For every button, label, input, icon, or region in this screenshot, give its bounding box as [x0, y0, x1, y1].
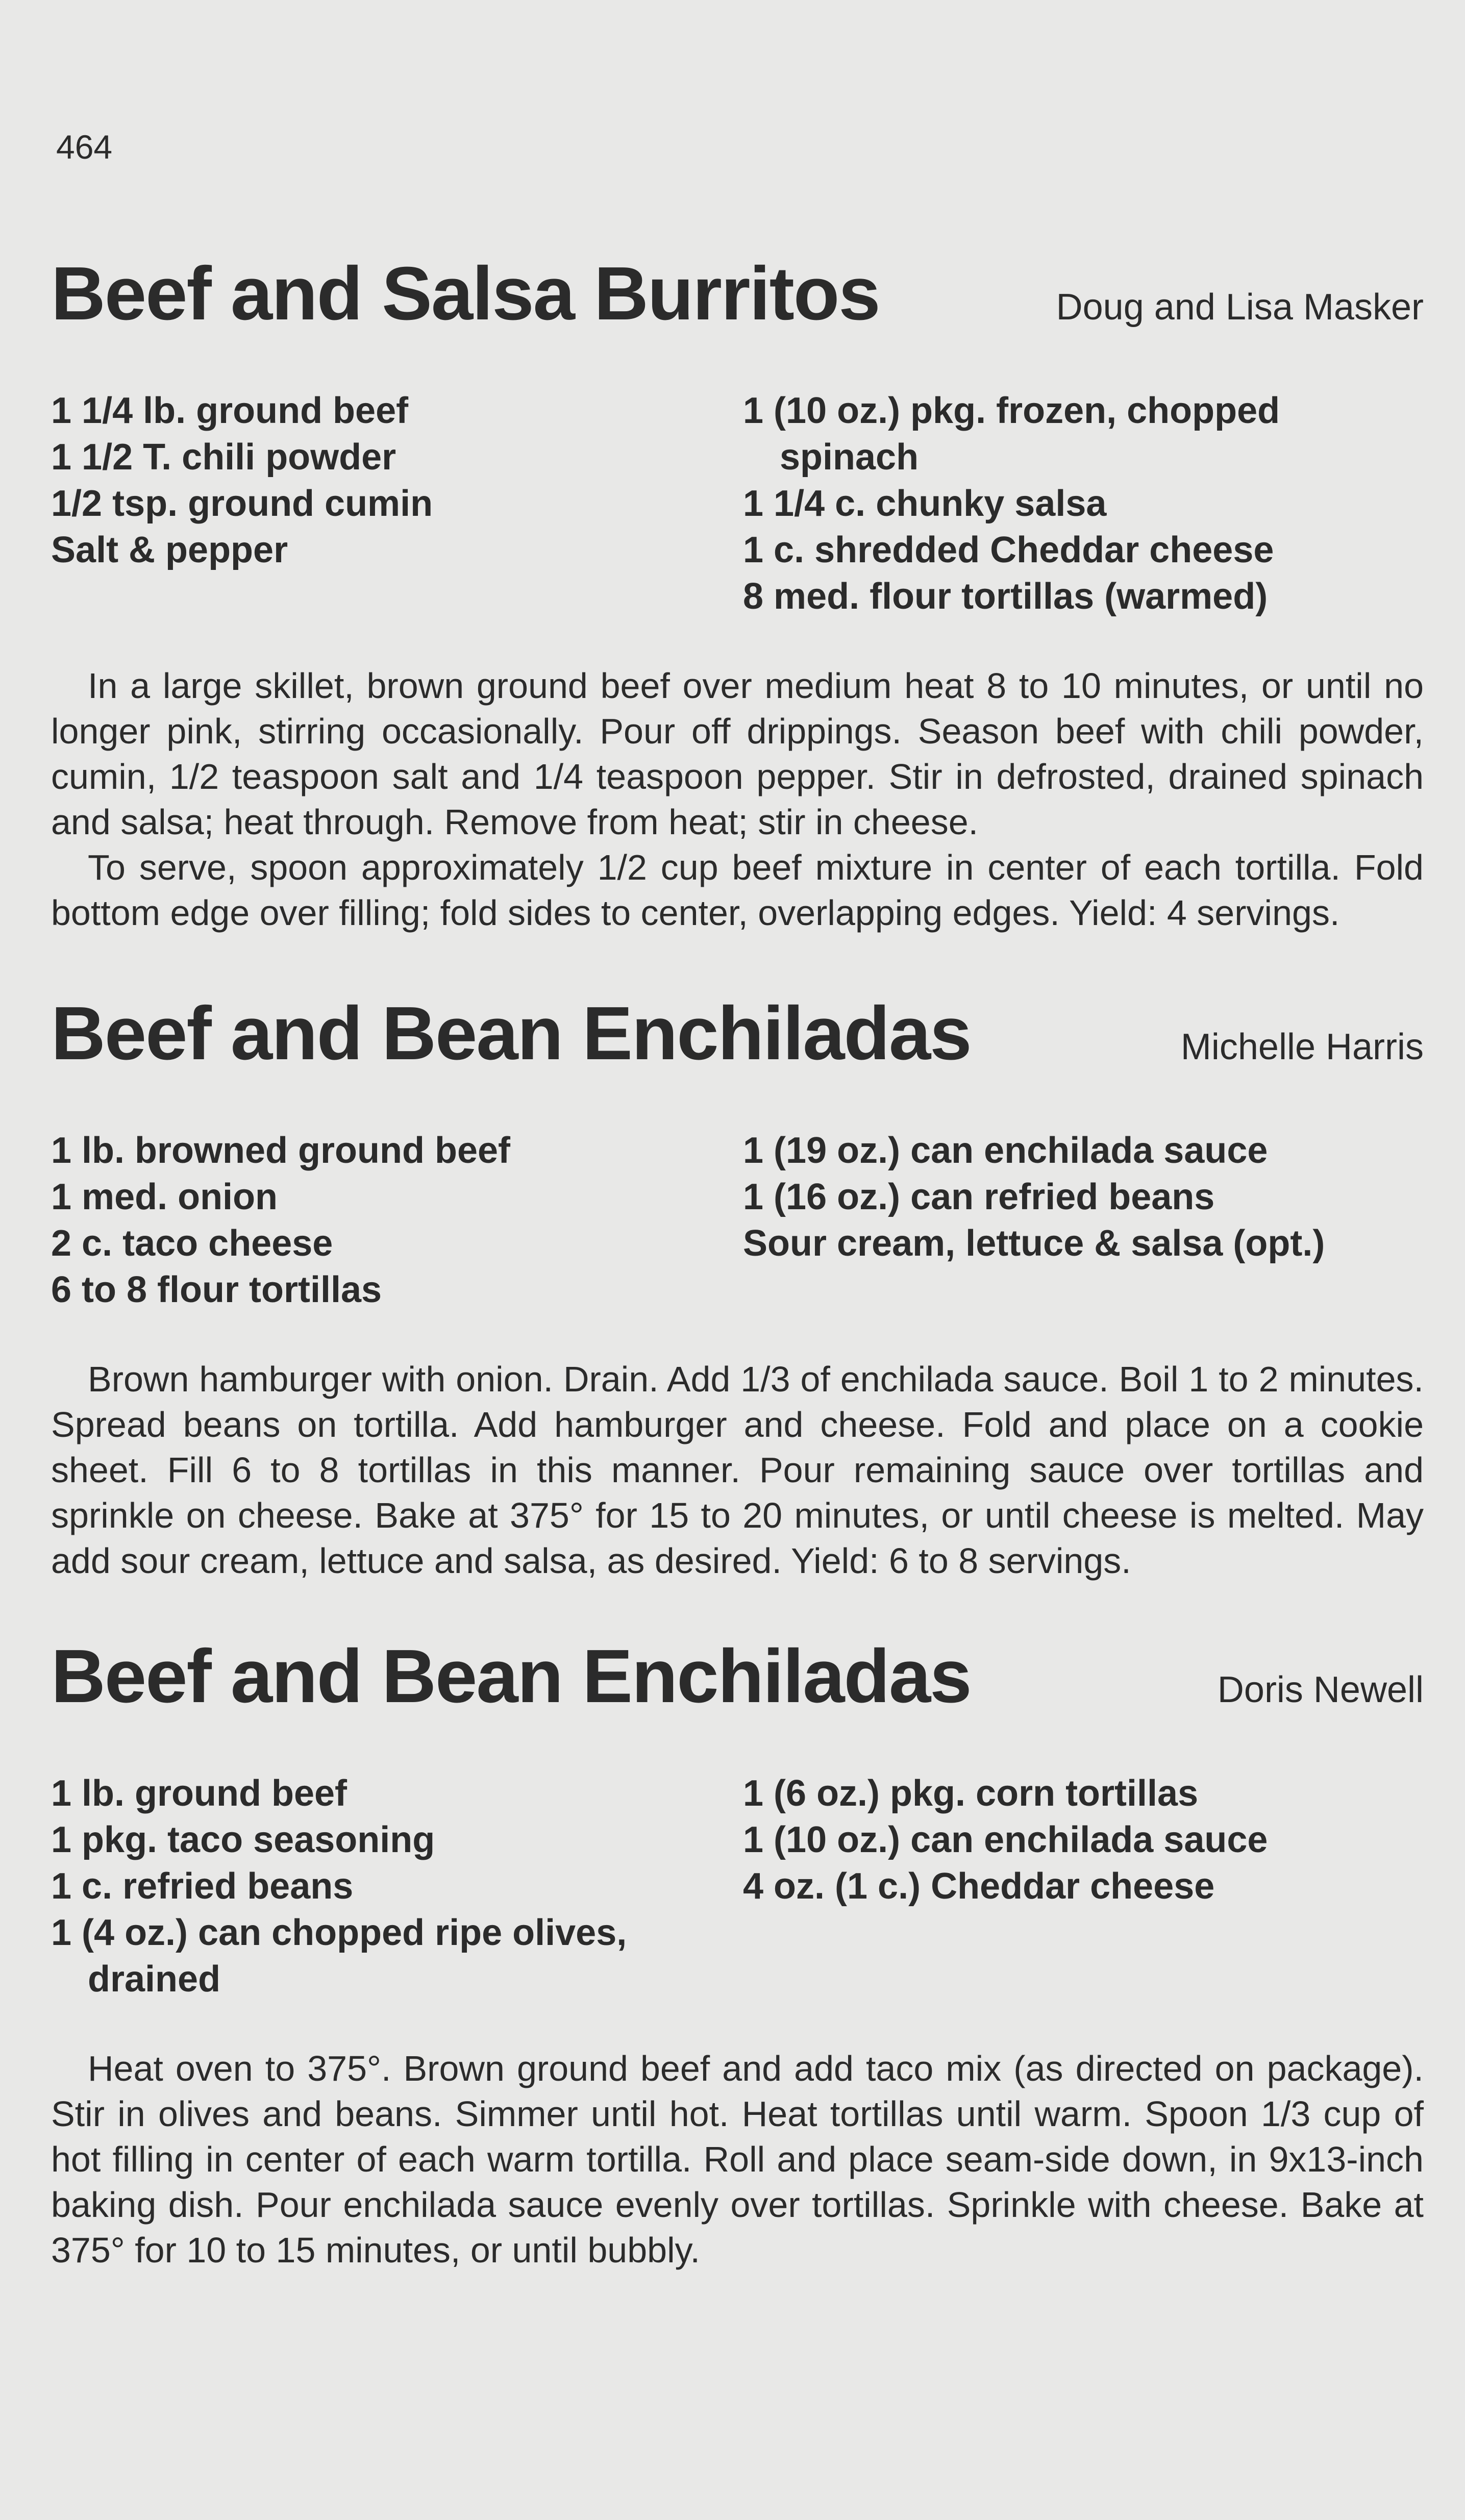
direction-paragraph: Heat oven to 375°. Brown ground beef and add taco mix (as directed on package). Stir in olives and beans. Simmer until hot. Heat tortillas until warm. Spoon 1/3 cup of hot filling in center of each warm tortilla. Roll and place seam-side down, in 9x13-inch baking dish. Pour enchilada sauce evenly over tortillas. Sprinkle with cheese. Bake at 375° for 10 to 15 minutes, or until bubbly. — [51, 2049, 1424, 2270]
ingredient-item: 1/2 tsp. ground cumin — [51, 483, 433, 524]
ingredient-item: 1 (16 oz.) can refried beans — [743, 1177, 1215, 1217]
recipe-author: Doris Newell — [1217, 1669, 1424, 1710]
ingredient-item: 1 med. onion — [51, 1177, 278, 1217]
ingredient-item: 6 to 8 flour tortillas — [51, 1269, 382, 1310]
ingredients-left-column — [51, 1770, 743, 2003]
ingredient-item: 1 1/4 c. chunky salsa — [743, 483, 1107, 524]
recipe-header — [51, 985, 1424, 1076]
recipe-title: Beef and Bean Enchiladas — [51, 991, 971, 1076]
recipe-title: Beef and Salsa Burritos — [51, 252, 880, 336]
recipe-title: Beef and Bean Enchiladas — [51, 1634, 971, 1718]
ingredients-right-column — [743, 1770, 1424, 2003]
ingredient-item: Sour cream, lettuce & salsa (opt.) — [743, 1223, 1325, 1264]
recipe-directions — [51, 663, 1424, 936]
ingredient-item: 1 (4 oz.) can chopped ripe olives, drained — [51, 1912, 627, 2000]
ingredient-item: 2 c. taco cheese — [51, 1223, 333, 1264]
ingredients-left-column — [51, 1128, 743, 1313]
recipe-author: Michelle Harris — [1180, 1027, 1424, 1067]
page-number: 464 — [56, 128, 113, 166]
ingredient-item: 1 c. refried beans — [51, 1866, 354, 1907]
ingredient-item: 1 (10 oz.) pkg. frozen, chopped spinach — [743, 390, 1280, 478]
ingredient-item: 1 lb. browned ground beef — [51, 1130, 510, 1171]
ingredient-item: 8 med. flour tortillas (warmed) — [743, 576, 1268, 617]
ingredients-right-column — [743, 1128, 1424, 1313]
ingredient-item: 1 lb. ground beef — [51, 1773, 347, 1814]
ingredient-item: 1 (10 oz.) can enchilada sauce — [743, 1819, 1268, 1860]
recipe-author: Doug and Lisa Masker — [1056, 287, 1424, 328]
ingredients — [51, 1128, 1424, 1313]
recipe — [51, 985, 1424, 1584]
recipe-header — [51, 245, 1424, 336]
ingredients — [51, 388, 1424, 620]
recipe-directions — [51, 1357, 1424, 1584]
ingredient-item: 1 c. shredded Cheddar cheese — [743, 530, 1274, 570]
ingredient-item: Salt & pepper — [51, 530, 288, 570]
recipe — [51, 245, 1424, 936]
ingredients — [51, 1770, 1424, 2003]
ingredient-item: 1 pkg. taco seasoning — [51, 1819, 435, 1860]
recipe-directions — [51, 2046, 1424, 2273]
recipe-header — [51, 1628, 1424, 1718]
ingredient-item: 1 1/4 lb. ground beef — [51, 390, 409, 431]
direction-paragraph: In a large skillet, brown ground beef over medium heat 8 to 10 minutes, or until no longer pink, stirring occasionally. Pour off drippings. Season beef with chili powder, cumin, 1/2 teaspoon salt and 1/4 teaspoon pepper. Stir in defrosted, drained spinach and salsa; heat through. Remove from heat; stir in cheese. — [51, 666, 1424, 842]
recipe — [51, 1628, 1424, 2273]
ingredient-item: 1 (6 oz.) pkg. corn tortillas — [743, 1773, 1199, 1814]
ingredient-item: 1 (19 oz.) can enchilada sauce — [743, 1130, 1268, 1171]
direction-paragraph: Brown hamburger with onion. Drain. Add 1/3 of enchilada sauce. Boil 1 to 2 minutes. Spread beans on tortilla. Add hamburger and cheese. Fold and place on a cookie sheet. Fill 6 to 8 tortillas in this manner. Pour remaining sauce over tortillas and sprinkle on cheese. Bake at 375° for 15 to 20 minutes, or until cheese is melted. May add sour cream, lettuce and salsa, as desired. Yield: 6 to 8 servings. — [51, 1359, 1424, 1581]
ingredients-right-column — [743, 388, 1424, 620]
ingredient-item: 4 oz. (1 c.) Cheddar cheese — [743, 1866, 1215, 1907]
ingredient-item: 1 1/2 T. chili powder — [51, 437, 396, 478]
direction-paragraph: To serve, spoon approximately 1/2 cup beef mixture in center of each tortilla. Fold bottom edge over filling; fold sides to center, overlapping edges. Yield: 4 servings. — [51, 847, 1424, 933]
ingredients-left-column — [51, 388, 743, 620]
